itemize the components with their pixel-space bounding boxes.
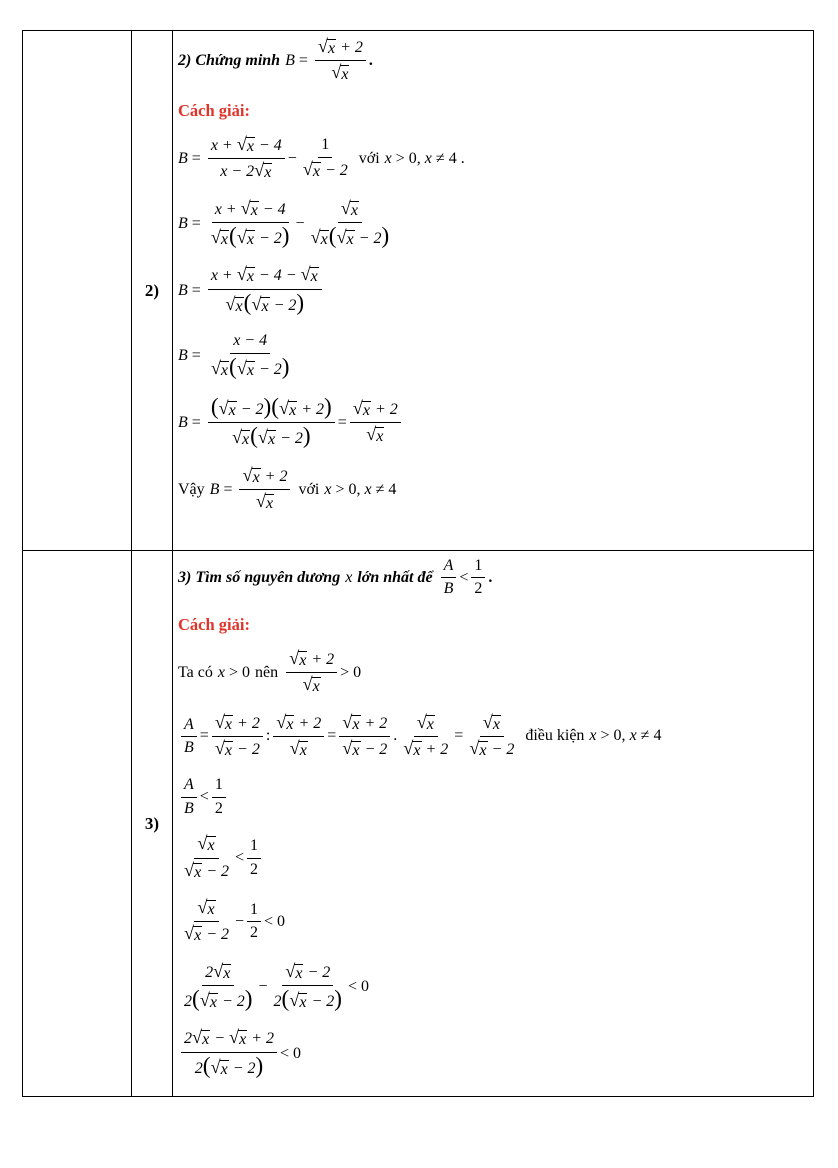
part-title: 2) Chứng minh B = √ x + 2 √ x . [178, 36, 373, 84]
formula-line: B = x + √ x − 4 x − 2 √ x − 1 √ x − 2 với x > 0, x ≠ 4 . [178, 133, 465, 182]
formula-line: B = x + √ x − 4 √ x ( √ x − 2) − √ x √ x ( √ x − 2) [178, 197, 390, 249]
part-number-cell [132, 551, 173, 1097]
formula-line: 2 √ x 2( √ x − 2) − √ x − 2 2( √ x − 2) < 0 [184, 960, 369, 1013]
condition-word: với [298, 480, 320, 498]
solution-label: Cách giải: [178, 100, 250, 120]
part-number: 3) [144, 813, 160, 833]
formula-line: B = x + √ x − 4 − √ x √ x ( √ x − 2) [178, 265, 813, 316]
conclusion-line: Vậy B = √ x + 2 √ x với x > 0, x ≠ 4 [178, 464, 397, 513]
part-title: 3) Tìm số nguyên dương x lớn nhất để $\frac{A}{B}$ < $\frac{1}{2}$ . [178, 557, 493, 598]
empty-cell [23, 551, 132, 1097]
formula-line: $\frac{A}{B}$ = √ x + 2 √ x − 2 : √ x + 2 √ x = √ x + 2 √ x − 2 . √ x √ x + 2 = √ x √ x − 2 điều kiện x > 0, x ≠ 4 [178, 713, 813, 761]
formula-line: $\frac{A}{B}$ < $\frac{1}{2}$ [178, 776, 813, 818]
formula-line: Ta có x > 0 nên √ x + 2 √ x > 0 [178, 647, 362, 696]
table-row [23, 551, 814, 1097]
solution-table [22, 30, 814, 1097]
part-number-cell [132, 31, 173, 551]
formula-line: B = x − 4 √ x ( √ x − 2) [178, 332, 290, 380]
part-number: 2) [144, 280, 160, 300]
solution-cell [173, 551, 814, 1097]
formula-line: 2 √ x − √ x + 2 2( √ x − 2) < 0 [178, 1028, 813, 1079]
formula-line: B = ( √ x − 2)( √ x + 2) √ x ( √ x − 2) = √ x + 2 √ x [178, 396, 813, 450]
table-row [23, 31, 814, 551]
empty-cell [23, 31, 132, 551]
conclusion-word: Vậy [178, 480, 205, 498]
formula-line: √ x √ x − 2 − $\frac{1}{2}$ < 0 [184, 896, 286, 945]
solution-label: Cách giải: [178, 614, 250, 634]
condition-word: với [358, 149, 380, 167]
formula-line: √ x √ x − 2 < $\frac{1}{2}$ [178, 834, 813, 882]
solution-cell [173, 31, 814, 551]
